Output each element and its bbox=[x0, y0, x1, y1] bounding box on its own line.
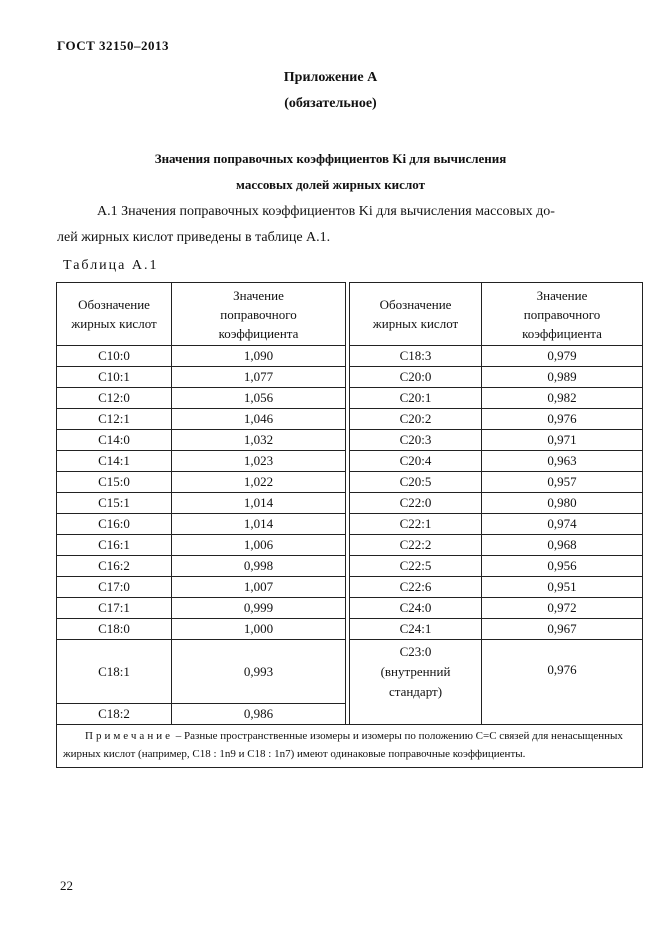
acid-left: C10:1 bbox=[57, 367, 172, 388]
value-left: 1,014 bbox=[172, 514, 346, 535]
acid-right: C22:0 bbox=[350, 493, 482, 514]
value-right: 0,968 bbox=[482, 535, 643, 556]
paragraph-line1: А.1 Значения поправочных коэффициентов Ki для вычисления массовых до- bbox=[97, 204, 555, 219]
acid-left: C17:1 bbox=[57, 598, 172, 619]
acid-right: C20:1 bbox=[350, 388, 482, 409]
table-row bbox=[57, 388, 643, 409]
header-value-left bbox=[172, 283, 346, 346]
acid-left: C18:0 bbox=[57, 619, 172, 640]
note-text: – Разные пространственные изомеры и изомеры по положению С=С связей для ненасыщенных жирных кислот (например, C18 : 1n9 и C18 : 1n7) имеют одинаковые поправочные коэффициенты. bbox=[63, 730, 623, 760]
table-caption: Таблица А.1 bbox=[63, 258, 159, 273]
table-row bbox=[57, 409, 643, 430]
table-row bbox=[57, 556, 643, 577]
acid-left: C15:1 bbox=[57, 493, 172, 514]
value-right: 0,979 bbox=[482, 346, 643, 367]
internal-standard-l3: стандарт) bbox=[388, 684, 443, 699]
acid-left: C17:0 bbox=[57, 577, 172, 598]
value-left: 1,023 bbox=[172, 451, 346, 472]
acid-right: C22:1 bbox=[350, 514, 482, 535]
table-row bbox=[57, 430, 643, 451]
header-value-left-l3: коэффициента bbox=[218, 325, 299, 341]
value-right: 0,989 bbox=[482, 367, 643, 388]
paragraph-line2: лей жирных кислот приведены в таблице А.1. bbox=[57, 230, 331, 245]
acid-left: C12:0 bbox=[57, 388, 172, 409]
acid-left: C10:0 bbox=[57, 346, 172, 367]
internal-standard-cell bbox=[350, 640, 482, 725]
acid-right: C22:2 bbox=[350, 535, 482, 556]
value-right: 0,982 bbox=[482, 388, 643, 409]
appendix-subtitle: (обязательное) bbox=[284, 96, 377, 111]
acid-right: C20:4 bbox=[350, 451, 482, 472]
table-row bbox=[57, 493, 643, 514]
value-left: 0,986 bbox=[172, 704, 346, 725]
table-note-row bbox=[57, 725, 643, 768]
value-left: 1,014 bbox=[172, 493, 346, 514]
acid-right: C20:5 bbox=[350, 472, 482, 493]
acid-left: C18:1 bbox=[57, 640, 172, 704]
acid-right: C20:0 bbox=[350, 367, 482, 388]
spacer bbox=[350, 702, 481, 722]
table-header-row bbox=[57, 283, 643, 346]
internal-standard-l1: C23:0 bbox=[399, 644, 432, 659]
coefficients-table bbox=[56, 282, 643, 768]
acid-left: C16:1 bbox=[57, 535, 172, 556]
section-title-line2: массовых долей жирных кислот bbox=[236, 177, 425, 192]
header-acid-right bbox=[350, 283, 482, 346]
table-row bbox=[57, 367, 643, 388]
appendix-title: Приложение А bbox=[283, 70, 378, 85]
value-left: 1,090 bbox=[172, 346, 346, 367]
acid-right: C22:6 bbox=[350, 577, 482, 598]
value-right: 0,951 bbox=[482, 577, 643, 598]
header-acid-right-l1: Обозначение bbox=[379, 297, 452, 312]
value-left: 1,007 bbox=[172, 577, 346, 598]
internal-standard-l2: (внутренний bbox=[380, 664, 451, 679]
value-right: 0,967 bbox=[482, 619, 643, 640]
acid-left: C16:0 bbox=[57, 514, 172, 535]
acid-left: C15:0 bbox=[57, 472, 172, 493]
acid-left: C16:2 bbox=[57, 556, 172, 577]
value-left: 1,022 bbox=[172, 472, 346, 493]
table-row bbox=[57, 535, 643, 556]
header-value-left-l2: поправочного bbox=[220, 306, 297, 322]
value-left: 1,077 bbox=[172, 367, 346, 388]
table-row bbox=[57, 577, 643, 598]
value-right: 0,956 bbox=[482, 556, 643, 577]
table-row bbox=[57, 472, 643, 493]
header-value-right-l1: Значение bbox=[536, 287, 588, 303]
value-right: 0,963 bbox=[482, 451, 643, 472]
internal-standard-value: 0,976 bbox=[482, 640, 643, 725]
value-right: 0,974 bbox=[482, 514, 643, 535]
acid-right: C18:3 bbox=[350, 346, 482, 367]
value-left: 1,046 bbox=[172, 409, 346, 430]
acid-right: C22:5 bbox=[350, 556, 482, 577]
value-right: 0,957 bbox=[482, 472, 643, 493]
table-note bbox=[57, 725, 643, 768]
header-acid-left-l1: Обозначение bbox=[78, 297, 150, 312]
note-label: Примечание bbox=[85, 730, 173, 742]
table-row bbox=[57, 640, 643, 704]
value-left: 0,993 bbox=[172, 640, 346, 704]
value-right: 0,980 bbox=[482, 493, 643, 514]
acid-left: C14:0 bbox=[57, 430, 172, 451]
value-right: 0,972 bbox=[482, 598, 643, 619]
acid-left: C18:2 bbox=[57, 704, 172, 725]
page-number: 22 bbox=[60, 878, 73, 893]
value-left: 1,006 bbox=[172, 535, 346, 556]
header-value-right bbox=[482, 283, 643, 346]
value-left: 0,998 bbox=[172, 556, 346, 577]
table-row bbox=[57, 346, 643, 367]
acid-left: C14:1 bbox=[57, 451, 172, 472]
header-acid-left-l2: жирных кислот bbox=[71, 316, 157, 331]
value-left: 0,999 bbox=[172, 598, 346, 619]
value-left: 1,000 bbox=[172, 619, 346, 640]
value-left: 1,056 bbox=[172, 388, 346, 409]
table-row bbox=[57, 598, 643, 619]
header-value-right-l2: поправочного bbox=[523, 306, 601, 322]
acid-right: C24:1 bbox=[350, 619, 482, 640]
section-title-line1: Значения поправочных коэффициентов Ki для вычисления bbox=[154, 151, 507, 166]
document-code: ГОСТ 32150–2013 bbox=[57, 38, 170, 53]
header-acid-right-l2: жирных кислот bbox=[372, 316, 459, 331]
table-row bbox=[57, 619, 643, 640]
acid-left: C12:1 bbox=[57, 409, 172, 430]
value-left: 1,032 bbox=[172, 430, 346, 451]
acid-right: C24:0 bbox=[350, 598, 482, 619]
header-acid-left bbox=[57, 283, 172, 346]
value-right: 0,976 bbox=[482, 409, 643, 430]
acid-right: C20:2 bbox=[350, 409, 482, 430]
table-row bbox=[57, 514, 643, 535]
acid-right: C20:3 bbox=[350, 430, 482, 451]
header-value-left-l1: Значение bbox=[233, 287, 284, 303]
header-value-right-l3: коэффициента bbox=[522, 325, 602, 341]
table-row bbox=[57, 451, 643, 472]
value-right: 0,971 bbox=[482, 430, 643, 451]
